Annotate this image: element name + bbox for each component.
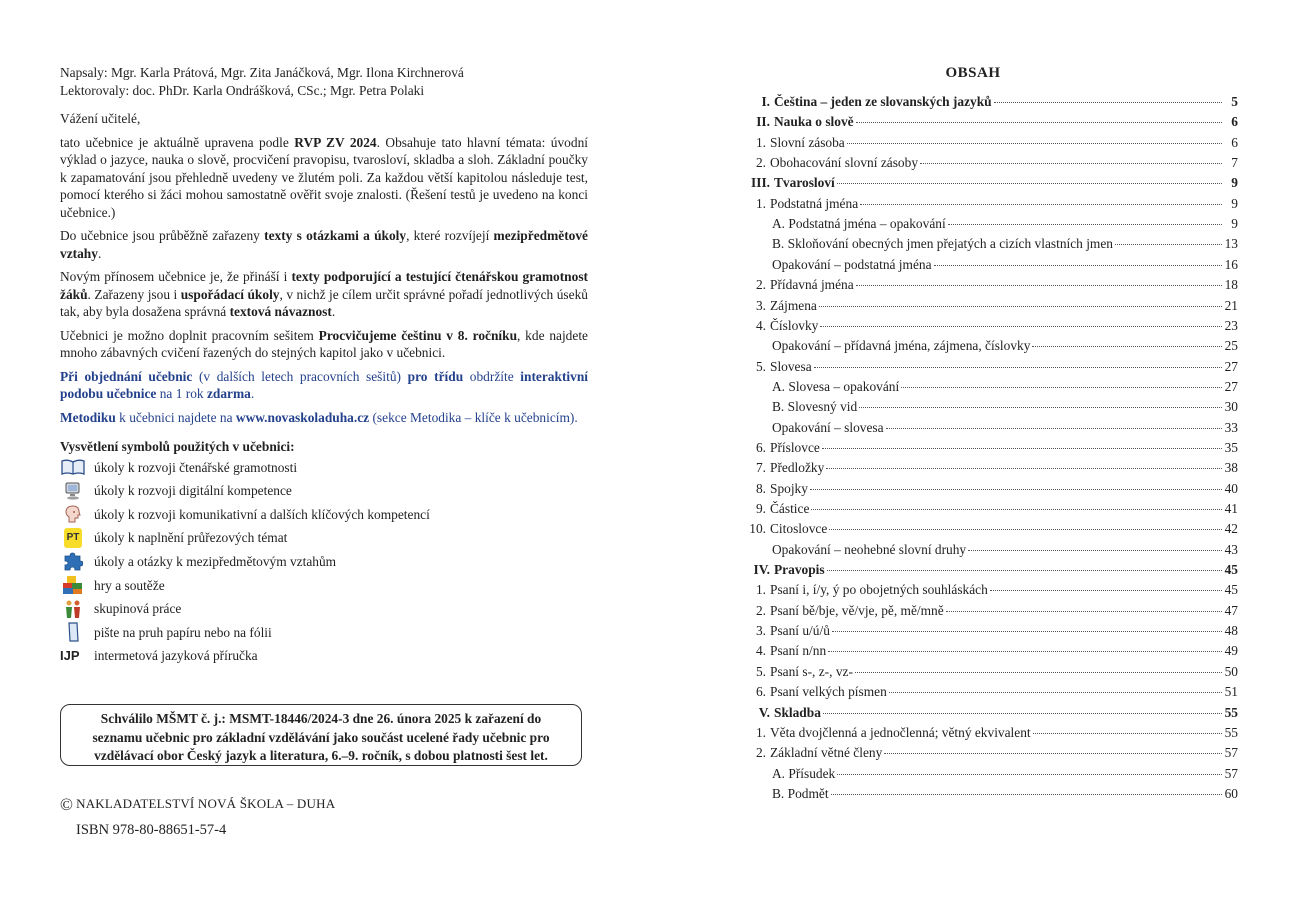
toc-entry-label: Opakování – neohebné slovní druhy — [772, 541, 967, 557]
ijp-text-icon: IJP — [60, 648, 80, 664]
toc-entry[interactable] — [738, 236, 1238, 256]
isbn: ISBN 978-80-88651-57-4 — [76, 822, 227, 838]
toc-entry[interactable] — [722, 114, 1238, 134]
literacy-paragraph: Novým přínosem učebnice je, že přináší i texty podporující a testující čtenářskou gramotnost žáků. Zařazeny jsou i uspořádací úkoly, v nichž je cílem určit správné pořadí jednotlivých úseků tak, aby byla dosažena správná textová návaznost. — [60, 269, 588, 319]
toc-dot-leader — [856, 122, 1222, 123]
toc-entry-number: 8. — [755, 480, 766, 496]
symbol-row-communication: úkoly k rozvoji komunikativní a dalších klíčových kompetencí — [60, 503, 588, 527]
toc-entry[interactable] — [736, 277, 1238, 297]
toc-entry-number: 2. — [755, 602, 766, 618]
toc-entry-page: 50 — [1224, 663, 1238, 679]
toc-entry[interactable] — [736, 155, 1238, 175]
methodology-paragraph: Metodiku k učebnici najdete na www.novaskoladuha.cz (sekce Metodika – klíče k učebnicím). — [60, 409, 578, 425]
toc-entry-label: Slovní zásoba — [770, 134, 845, 150]
toc-dot-leader — [814, 367, 1222, 368]
toc-entry-number: 5. — [755, 663, 766, 679]
toc-entry-number: 1. — [755, 582, 766, 598]
toc-entry-page: 35 — [1224, 439, 1238, 455]
toc-entry-page: 47 — [1224, 602, 1238, 618]
pt-badge-icon: PT — [60, 528, 86, 548]
reviewers-line: Lektorovaly: doc. PhDr. Karla Ondrášková, CSc.; Mgr. Petra Polaki — [60, 82, 425, 98]
greeting: Vážení učitelé, — [60, 111, 141, 126]
toc-dot-leader — [884, 753, 1222, 754]
toc-dot-leader — [822, 448, 1222, 449]
toc-entry[interactable] — [736, 481, 1238, 501]
toc-entry-label: A. Slovesa – opakování — [772, 378, 900, 394]
toc-entry-page: 25 — [1224, 338, 1238, 354]
toc-dot-leader — [837, 774, 1222, 775]
toc-entry-page: 55 — [1224, 704, 1238, 720]
toc-entry-label: Nauka o slově — [774, 114, 854, 130]
toc-entry-label: Tvarosloví — [774, 175, 835, 191]
toc-entry-page: 27 — [1224, 378, 1238, 394]
symbols-list — [60, 456, 588, 668]
toc-entry[interactable] — [722, 562, 1238, 582]
toc-entry-page: 33 — [1224, 419, 1238, 435]
toc-entry-page: 21 — [1224, 297, 1238, 313]
toc-entry[interactable] — [736, 460, 1238, 480]
toc-entry-page: 23 — [1224, 317, 1238, 333]
toc-entry-page: 9 — [1231, 175, 1238, 191]
intro-paragraph: tato učebnice je aktuálně upravena podle RVP ZV 2024. Obsahuje tato hlavní témata: úvodní výklad o jazyce, nauka o slově, procvičení pravopisu, tvarosloví, skladba a sloh. Základní poučky k zapamatování jsou přehledně uvedeny ve žlutém poli. Za každou větší kapitolou následuje test, pomocí kterého si žáci mohou samostatně ověřit svoje znalosti. (Řešení testů je uvedeno na konci učebnice.) — [60, 134, 588, 220]
toc-entry-label: Věta dvojčlenná a jednočlenná; větný ekvivalent — [770, 724, 1031, 740]
toc-entry-page: 57 — [1224, 745, 1238, 761]
toc-entry-page: 41 — [1224, 501, 1238, 516]
toc-dot-leader — [826, 468, 1222, 469]
toc-dot-leader — [828, 651, 1222, 652]
toc-dot-leader — [837, 183, 1222, 184]
toc-entry-page: 51 — [1224, 684, 1238, 700]
toc-entry-page: 60 — [1224, 785, 1238, 801]
toc-entry[interactable] — [736, 359, 1238, 379]
toc-entry[interactable] — [736, 318, 1238, 338]
toc-dot-leader — [847, 143, 1222, 144]
toc-entry-number: 2. — [755, 745, 766, 761]
toc-entry[interactable] — [738, 542, 1238, 562]
toc-entry-number: 2. — [755, 155, 766, 171]
toc-entry-label: Čeština – jeden ze slovanských jazyků — [774, 94, 992, 109]
toc-entry[interactable] — [736, 745, 1238, 765]
toc-entry-number: 3. — [755, 623, 766, 639]
toc-dot-leader — [1115, 244, 1222, 245]
toc-entry[interactable] — [736, 196, 1238, 216]
toc-entry[interactable] — [722, 94, 1238, 114]
toc-entry-label: Předložky — [770, 460, 825, 476]
toc-entry-label: Psaní bě/bje, vě/vje, pě, mě/mně — [770, 602, 944, 618]
symbol-row-paper-strip: pište na pruh papíru nebo na fólii — [60, 621, 588, 645]
toc-entry[interactable] — [736, 725, 1238, 745]
toc-entry-number: 6. — [755, 439, 766, 455]
toc-entry-page: 27 — [1224, 358, 1238, 374]
toc-entry-label: Obohacování slovní zásoby — [770, 155, 919, 171]
toc-entry-page: 6 — [1231, 114, 1238, 130]
toc-entry-label: Přídavná jména — [770, 277, 854, 293]
toc-entry-number: III. — [751, 175, 770, 191]
blocks-icon — [60, 575, 86, 595]
toc-entry-label: Psaní velkých písmen — [770, 684, 887, 700]
symbol-row-cross-cutting: PT úkoly k naplnění průřezových témat — [60, 526, 588, 550]
toc-entry-number: IV. — [753, 562, 770, 578]
toc-entry-label: Spojky — [770, 480, 808, 496]
toc-entry-number: 10. — [749, 521, 766, 537]
toc-entry-page: 30 — [1224, 399, 1238, 415]
toc-entry-label: A. Podstatná jména – opakování — [772, 216, 946, 232]
toc-dot-leader — [819, 306, 1222, 307]
toc-entry-label: Částice — [770, 501, 810, 516]
toc-dot-leader — [810, 489, 1222, 490]
toc-dot-leader — [829, 529, 1222, 530]
toc-entry-page: 13 — [1224, 236, 1238, 252]
toc-entry-number: 5. — [755, 358, 766, 374]
toc-entry-number: II. — [756, 114, 770, 130]
toc-entry-page: 9 — [1231, 195, 1238, 211]
toc-entry-number: 2. — [755, 277, 766, 293]
toc-entry-page: 40 — [1224, 480, 1238, 496]
toc-entry-page: 49 — [1224, 643, 1238, 659]
toc-entry-label: Příslovce — [770, 439, 820, 455]
symbol-row-interdisciplinary: úkoly a otázky k mezipředmětovým vztahům — [60, 550, 588, 574]
toc-dot-leader — [968, 550, 1222, 551]
toc-entry[interactable] — [738, 338, 1238, 358]
toc-dot-leader — [856, 285, 1222, 286]
toc-entry-number: 1. — [755, 724, 766, 740]
toc-entry-number: V. — [758, 704, 770, 720]
toc-dot-leader — [820, 326, 1222, 327]
toc-title: OBSAH — [945, 65, 1001, 81]
toc-entry-page: 16 — [1224, 256, 1238, 272]
toc-entry-label: Podstatná jména — [770, 195, 859, 211]
computer-icon — [60, 481, 86, 501]
cross-subject-paragraph: Do učebnice jsou průběžně zařazeny texty s otázkami a úkoly, které rozvíjejí mezipředmětové vztahy. — [60, 228, 588, 261]
publisher-line: © NAKLADATELSTVÍ NOVÁ ŠKOLA – DUHA — [60, 795, 336, 814]
toc-entry-label: Opakování – přídavná jména, zájmena, číslovky — [772, 338, 1031, 354]
toc-entry-label: Psaní n/nn — [770, 643, 827, 659]
toc-entry-page: 48 — [1224, 623, 1238, 639]
toc-entry[interactable] — [736, 135, 1238, 155]
toc-entry-number: 4. — [755, 643, 766, 659]
toc-entry[interactable] — [736, 501, 1238, 521]
toc-entry-page: 55 — [1224, 724, 1238, 740]
toc-dot-leader — [831, 794, 1222, 795]
toc-entry-label: Opakování – podstatná jména — [772, 256, 932, 272]
authors-line: Napsaly: Mgr. Karla Prátová, Mgr. Zita Janáčková, Mgr. Ilona Kirchnerová — [60, 65, 464, 80]
toc-entry-number: 3. — [755, 297, 766, 313]
toc-entry[interactable] — [736, 664, 1238, 684]
toc-entry-label: B. Skloňování obecných jmen přejatých a cizích vlastních jmen — [772, 236, 1113, 252]
toc-entry-label: B. Podmět — [772, 785, 829, 801]
puzzle-icon — [60, 552, 86, 572]
toc-entry[interactable] — [738, 379, 1238, 399]
toc-entry-page: 45 — [1224, 562, 1238, 578]
toc-entry-page: 42 — [1224, 521, 1238, 537]
toc-dot-leader — [859, 407, 1222, 408]
toc-dot-leader — [886, 428, 1222, 429]
toc-dot-leader — [860, 204, 1222, 205]
toc-entry-page: 45 — [1224, 582, 1238, 598]
toc-entry[interactable] — [736, 623, 1238, 643]
toc-entry-page: 9 — [1231, 216, 1238, 232]
toc-entry-label: Pravopis — [774, 562, 825, 578]
toc-entry-label: Citoslovce — [770, 521, 828, 537]
toc-entry-page: 18 — [1224, 277, 1238, 293]
toc-entry-number: 7. — [755, 460, 766, 476]
symbol-row-digital: úkoly k rozvoji digitální kompetence — [60, 479, 588, 503]
toc-entry[interactable] — [736, 643, 1238, 663]
toc-entry-label: Slovesa — [770, 358, 812, 374]
people-icon — [60, 599, 86, 619]
toc-dot-leader — [855, 672, 1222, 673]
symbol-row-games: hry a soutěže — [60, 573, 588, 597]
toc-dot-leader — [832, 631, 1222, 632]
toc-entry-page: 5 — [1231, 94, 1238, 109]
toc-entry-number: 4. — [755, 317, 766, 333]
toc-entry-label: Psaní i, í/y, ý po obojetných souhláskách — [770, 582, 988, 598]
toc-dot-leader — [920, 163, 1222, 164]
toc-entry[interactable] — [736, 582, 1238, 602]
interactive-offer-paragraph: Při objednání učebnic (v dalších letech pracovních sešitů) pro třídu obdržíte interaktivní podobu učebnice na 1 rok zdarma. — [60, 368, 588, 401]
symbol-row-reading: úkoly k rozvoji čtenářské gramotnosti — [60, 456, 588, 480]
toc-entry[interactable] — [736, 298, 1238, 318]
symbols-heading: Vysvětlení symbolů použitých v učebnici: — [60, 439, 295, 454]
toc-entry-label: Psaní u/ú/ů — [770, 623, 830, 639]
toc-entry-label: Základní větné členy — [770, 745, 883, 761]
toc-dot-leader — [1033, 733, 1222, 734]
paper-strip-icon — [60, 622, 86, 642]
toc-entry-label: Skladba — [774, 704, 821, 720]
toc-entry[interactable] — [736, 440, 1238, 460]
toc-entry-number: I. — [761, 94, 770, 109]
toc-entry[interactable] — [736, 603, 1238, 623]
symbol-row-handbook: IJP intermetová jazyková příručka — [60, 648, 258, 664]
toc-entry[interactable] — [738, 257, 1238, 277]
copyright-icon: © — [60, 795, 74, 814]
toc-entry[interactable] — [722, 705, 1238, 725]
toc-entry[interactable] — [736, 521, 1238, 541]
toc-entry-label: B. Slovesný vid — [772, 399, 858, 415]
toc-dot-leader — [990, 590, 1222, 591]
toc-dot-leader — [994, 102, 1222, 103]
toc-entry-number: 1. — [755, 195, 766, 211]
toc-entry-page: 7 — [1231, 155, 1238, 171]
toc-dot-leader — [811, 509, 1222, 510]
symbol-row-group-work: skupinová práce — [60, 597, 588, 621]
toc-dot-leader — [948, 224, 1222, 225]
toc-entry[interactable] — [738, 420, 1238, 440]
toc-entry-label: A. Přísudek — [772, 765, 836, 781]
speaking-head-icon — [60, 504, 86, 524]
toc-entry[interactable] — [738, 786, 1238, 806]
toc-dot-leader — [823, 713, 1222, 714]
toc-dot-leader — [946, 611, 1222, 612]
open-book-icon — [60, 457, 86, 477]
toc-entry[interactable] — [738, 766, 1238, 786]
toc-entry[interactable] — [738, 216, 1238, 236]
toc-dot-leader — [889, 692, 1222, 693]
toc-dot-leader — [934, 265, 1222, 266]
toc-entry-number: 1. — [755, 134, 766, 150]
toc-entry-number: 9. — [755, 501, 766, 516]
toc-entry-label: Číslovky — [770, 317, 819, 333]
toc-entry-page: 43 — [1224, 541, 1238, 557]
toc-entry[interactable] — [722, 175, 1238, 195]
toc-dot-leader — [1032, 346, 1222, 347]
workbook-paragraph: Učebnici je možno doplnit pracovním sešitem Procvičujeme češtinu v 8. ročníku, kde najdete mnoho zábavných cvičení řazených do stejných kapitol jako v učebnici. — [60, 327, 588, 360]
toc-dot-leader — [901, 387, 1222, 388]
toc-entry-page: 38 — [1224, 460, 1238, 476]
left-page — [60, 64, 588, 668]
website-link[interactable]: www.novaskoladuha.cz — [235, 409, 370, 425]
toc-entry[interactable] — [736, 684, 1238, 704]
toc-entry-page: 57 — [1224, 765, 1238, 781]
toc-dot-leader — [827, 570, 1222, 571]
toc-entry[interactable] — [738, 399, 1238, 419]
toc-entry-label: Zájmena — [770, 297, 817, 313]
toc-entry-label: Opakování – slovesa — [772, 419, 884, 435]
approval-box: Schválilo MŠMT č. j.: MSMT-18446/2024-3 dne 26. února 2025 k zařazení do seznamu učebnic pro základní vzdělávání jako součást ucelené řady učebnic pro vzdělávací obor Český jazyk a literatura, 6.–9. ročník, s dobou platnosti šest let. — [60, 704, 582, 766]
toc-entry-label: Psaní s-, z-, vz- — [770, 663, 853, 679]
toc-entry-number: 6. — [755, 684, 766, 700]
toc-entry-page: 6 — [1231, 134, 1238, 150]
